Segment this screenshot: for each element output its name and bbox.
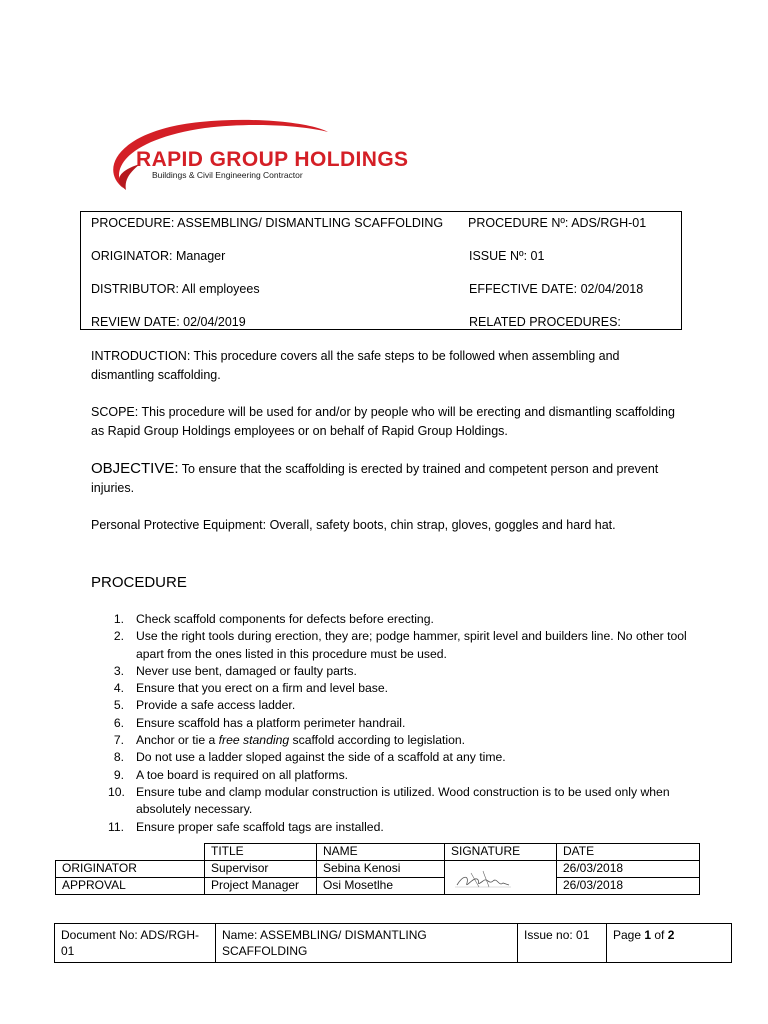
procedure-step [108, 784, 688, 819]
procedure-step [108, 749, 688, 766]
procedure-step [108, 628, 688, 663]
approval-header-row [56, 844, 700, 861]
step-text: Anchor or tie a [136, 733, 219, 748]
distributor: DISTRIBUTOR: All employees [91, 282, 260, 296]
step-text: Provide a safe access ladder. [136, 698, 296, 713]
issue-number: ISSUE Nº: 01 [469, 249, 545, 263]
procedure-step [108, 697, 688, 714]
step-emphasis: free standing [218, 733, 290, 748]
step-number: 8. [113, 750, 124, 765]
approval-role: ORIGINATOR [56, 861, 205, 878]
step-text: Ensure proper safe scaffold tags are installed. [136, 819, 384, 834]
step-text: Use the right tools during erection, they are; podge hammer, spirit level and builders line. No other tool apart from the ones listed in this procedure must be used. [136, 629, 687, 661]
step-text: Never use bent, damaged or faulty parts. [136, 663, 357, 678]
step-text: Ensure scaffold has a platform perimeter handrail. [136, 715, 406, 730]
approval-header-name: NAME [317, 844, 445, 861]
approval-header-blank [56, 844, 205, 861]
ppe-paragraph: Personal Protective Equipment: Overall, safety boots, chin strap, gloves, goggles and hard hat. [91, 518, 616, 532]
step-number: 7. [113, 733, 124, 748]
procedure-step [108, 715, 688, 732]
document-footer-table [54, 923, 732, 963]
procedure-step [108, 680, 688, 697]
approval-role: APPROVAL [56, 878, 205, 895]
procedure-step [108, 732, 688, 749]
step-text: scaffold according to legislation. [289, 733, 466, 748]
approval-header-date: DATE [557, 844, 700, 861]
step-number: 10. [108, 784, 125, 799]
objective-paragraph [91, 459, 681, 498]
step-number: 9. [113, 767, 124, 782]
approval-header-signature: SIGNATURE [445, 844, 557, 861]
approval-name: Osi Mosetlhe [317, 878, 445, 895]
approval-table [55, 843, 700, 895]
step-text: Check scaffold components for defects before erecting. [136, 612, 434, 626]
approval-header-title: TITLE [205, 844, 317, 861]
objective-label: OBJECTIVE: [91, 460, 179, 477]
page-prefix: Page [613, 928, 645, 942]
logo-company-name: RAPID GROUP HOLDINGS [136, 148, 409, 171]
effective-date: EFFECTIVE DATE: 02/04/2018 [469, 282, 644, 296]
step-number: 3. [113, 663, 124, 678]
step-number: 5. [113, 698, 124, 713]
review-date: REVIEW DATE: 02/04/2019 [91, 315, 246, 329]
step-number: 1. [113, 612, 124, 626]
logo-tagline: Buildings & Civil Engineering Contractor [152, 170, 303, 180]
page-total: 2 [667, 928, 675, 942]
procedure-number: PROCEDURE Nº: ADS/RGH-01 [468, 216, 647, 230]
approval-title: Supervisor [205, 861, 317, 878]
procedure-step [108, 819, 688, 836]
signature-cell [445, 861, 557, 895]
company-logo [90, 110, 409, 205]
step-number: 6. [113, 715, 124, 730]
approval-title: Project Manager [205, 878, 317, 895]
step-number: 4. [113, 681, 124, 696]
originator: ORIGINATOR: Manager [91, 249, 226, 263]
approval-date: 26/03/2018 [557, 878, 700, 895]
procedure-step [108, 767, 688, 784]
related-procedures: RELATED PROCEDURES: [469, 315, 621, 329]
procedure-step [108, 611, 688, 628]
procedure-title: PROCEDURE: ASSEMBLING/ DISMANTLING SCAFFOLDING [91, 216, 444, 230]
objective-text: To ensure that the scaffolding is erected by trained and competent person and prevent injuries. [91, 462, 659, 495]
footer-issue-number: Issue no: 01 [518, 924, 607, 963]
step-number: 2. [113, 629, 124, 644]
footer-page-number [607, 924, 732, 963]
step-text: A toe board is required on all platforms. [136, 767, 349, 782]
approval-name: Sebina Kenosi [317, 861, 445, 878]
scope-paragraph: SCOPE: This procedure will be used for and/or by people who will be erecting and dismantling scaffolding as Rapid Group Holdings employees or on behalf of Rapid Group Holdings. [91, 405, 675, 438]
procedure-steps-list [108, 611, 688, 836]
procedure-header-table [80, 211, 682, 330]
approval-date: 26/03/2018 [557, 861, 700, 878]
page-mid: of [651, 928, 668, 942]
step-text: Ensure that you erect on a firm and level base. [136, 681, 389, 696]
handwritten-signature [453, 867, 515, 893]
page-current: 1 [644, 928, 652, 942]
procedure-step [108, 663, 688, 680]
footer-document-name: Name: ASSEMBLING/ DISMANTLING SCAFFOLDING [216, 924, 518, 963]
footer-row [55, 924, 732, 963]
step-text: Ensure tube and clamp modular construction is utilized. Wood construction is to be used only when absolutely necessary. [136, 784, 670, 817]
approval-row-approval [56, 878, 700, 895]
approval-row-originator [56, 861, 700, 878]
procedure-heading: PROCEDURE [91, 574, 187, 591]
step-number: 11. [108, 819, 125, 834]
introduction-paragraph: INTRODUCTION: This procedure covers all the safe steps to be followed when assembling and dismantling scaffolding. [91, 349, 620, 382]
step-text: Do not use a ladder sloped against the side of a scaffold at any time. [136, 750, 506, 765]
footer-document-number: Document No: ADS/RGH-01 [55, 924, 216, 963]
